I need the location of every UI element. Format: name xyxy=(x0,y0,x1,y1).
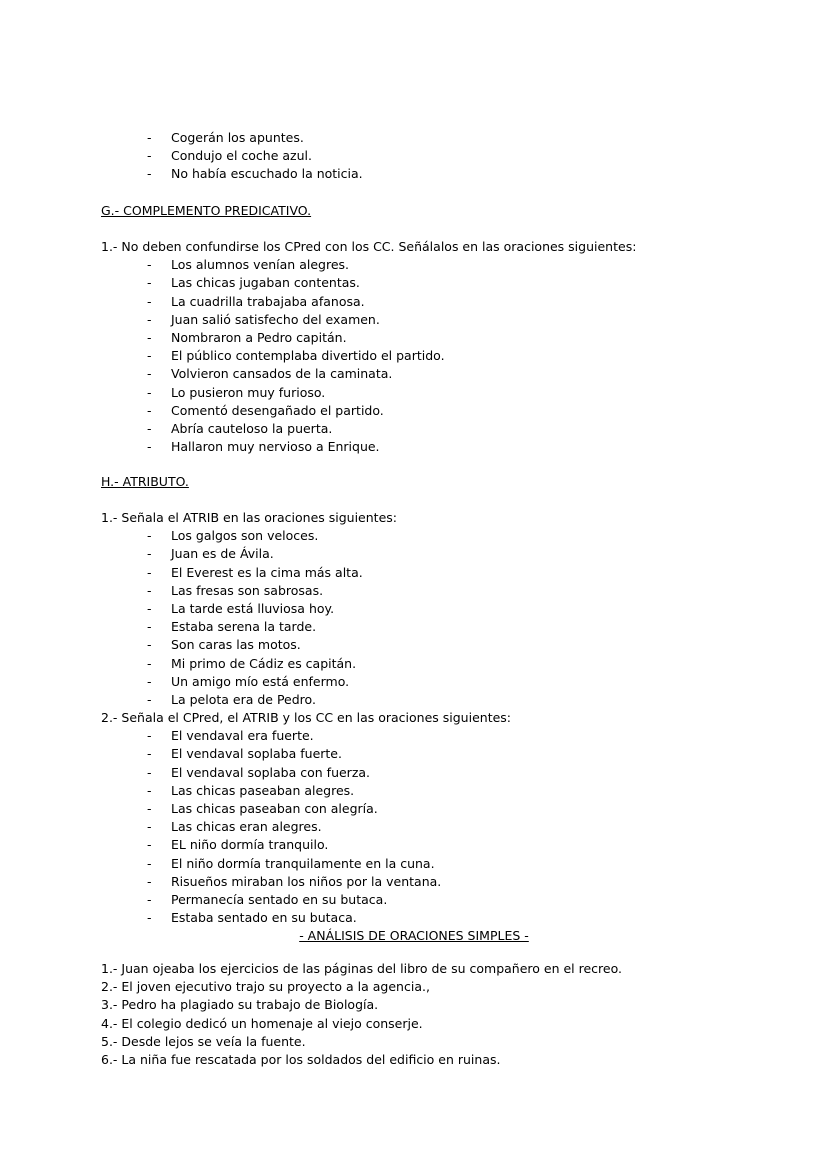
list-item: - Cogerán los apuntes. xyxy=(0,129,828,147)
list-item: 1.- Juan ojeaba los ejercicios de las páginas del libro de su compañero en el recreo. xyxy=(101,961,622,976)
list-item: - Mi primo de Cádiz es capitán. xyxy=(147,655,357,671)
list-item: - La pelota era de Pedro. xyxy=(147,691,316,707)
list-item: - Comentó desengañado el partido. xyxy=(147,402,384,418)
top-sentence-list xyxy=(0,129,828,184)
list-item: - Lo pusieron muy furioso. xyxy=(147,384,326,400)
list-item: - Volvieron cansados de la caminata. xyxy=(147,366,393,382)
exercise-prompt: 1.- No deben confundirse los CPred con los CC. Señálalos en las oraciones siguientes: xyxy=(101,239,637,254)
list-item: - Abría cauteloso la puerta. xyxy=(147,420,333,436)
list-item: - Las chicas jugaban contentas. xyxy=(147,275,360,291)
exercise-prompt: 2.- Señala el CPred, el ATRIB y los CC en las oraciones siguientes: xyxy=(101,710,512,726)
list-item: - Juan es de Ávila. xyxy=(147,546,274,562)
section-heading: H.- ATRIBUTO. xyxy=(101,474,189,489)
list-item: - Los galgos son veloces. xyxy=(147,528,319,544)
list-item: - El vendaval era fuerte. xyxy=(147,728,314,744)
list-item: - Un amigo mío está enfermo. xyxy=(147,673,350,689)
list-item: 5.- Desde lejos se veía la fuente. xyxy=(101,1033,306,1049)
list-item: - El niño dormía tranquilamente en la cuna. xyxy=(147,855,435,871)
list-item: - La tarde está lluviosa hoy. xyxy=(147,600,335,616)
analysis-list xyxy=(0,960,828,1069)
list-item: 6.- La niña fue rescatada por los soldados del edificio en ruinas. xyxy=(101,1051,501,1067)
section-h xyxy=(0,473,828,491)
section-heading: G.- COMPLEMENTO PREDICATIVO. xyxy=(101,203,312,218)
list-item: - El vendaval soplaba fuerte. xyxy=(147,746,342,762)
list-item: - Juan salió satisfecho del examen. xyxy=(147,311,380,327)
list-item: - Son caras las motos. xyxy=(147,637,301,653)
list-item: - Las chicas paseaban alegres. xyxy=(147,782,355,798)
list-item: - EL niño dormía tranquilo. xyxy=(147,837,329,853)
list-item: - Condujo el coche azul. xyxy=(0,147,828,165)
list-item: - Nombraron a Pedro capitán. xyxy=(147,329,347,345)
list-item: - El Everest es la cima más alta. xyxy=(147,564,363,580)
list-item: - El vendaval soplaba con fuerza. xyxy=(147,764,371,780)
section-g xyxy=(0,202,828,220)
list-item: 4.- El colegio dedicó un homenaje al viejo conserje. xyxy=(101,1015,423,1031)
list-item: - Las chicas paseaban con alegría. xyxy=(147,801,378,816)
exercise-prompt: 1.- Señala el ATRIB en las oraciones siguientes: xyxy=(101,510,397,525)
list-item: - Los alumnos venían alegres. xyxy=(147,257,350,273)
analysis-title: - ANÁLISIS DE ORACIONES SIMPLES - xyxy=(299,928,529,944)
list-item: - Las chicas eran alegres. xyxy=(147,819,322,835)
section-g-exercise-1 xyxy=(0,238,828,456)
list-item: - Hallaron muy nervioso a Enrique. xyxy=(147,439,380,455)
list-item: - Las fresas son sabrosas. xyxy=(147,582,324,598)
list-item: - El público contemplaba divertido el partido. xyxy=(147,348,445,364)
list-item: - Permanecía sentado en su butaca. xyxy=(147,891,388,907)
list-item: - No había escuchado la noticia. xyxy=(0,165,828,183)
bullet: - xyxy=(147,130,152,145)
list-item: - Estaba sentado en su butaca. xyxy=(147,910,357,926)
list-item: - Estaba serena la tarde. xyxy=(147,619,317,635)
list-item: 2.- El joven ejecutivo trajo su proyecto a la agencia., xyxy=(101,979,430,995)
bullet: - xyxy=(147,166,152,182)
list-item: 3.- Pedro ha plagiado su trabajo de Biología. xyxy=(101,997,379,1013)
list-item: - Risueños miraban los niños por la ventana. xyxy=(147,873,442,889)
bullet: - xyxy=(147,148,152,164)
list-item: - La cuadrilla trabajaba afanosa. xyxy=(147,293,365,309)
section-h-exercises xyxy=(0,509,828,946)
